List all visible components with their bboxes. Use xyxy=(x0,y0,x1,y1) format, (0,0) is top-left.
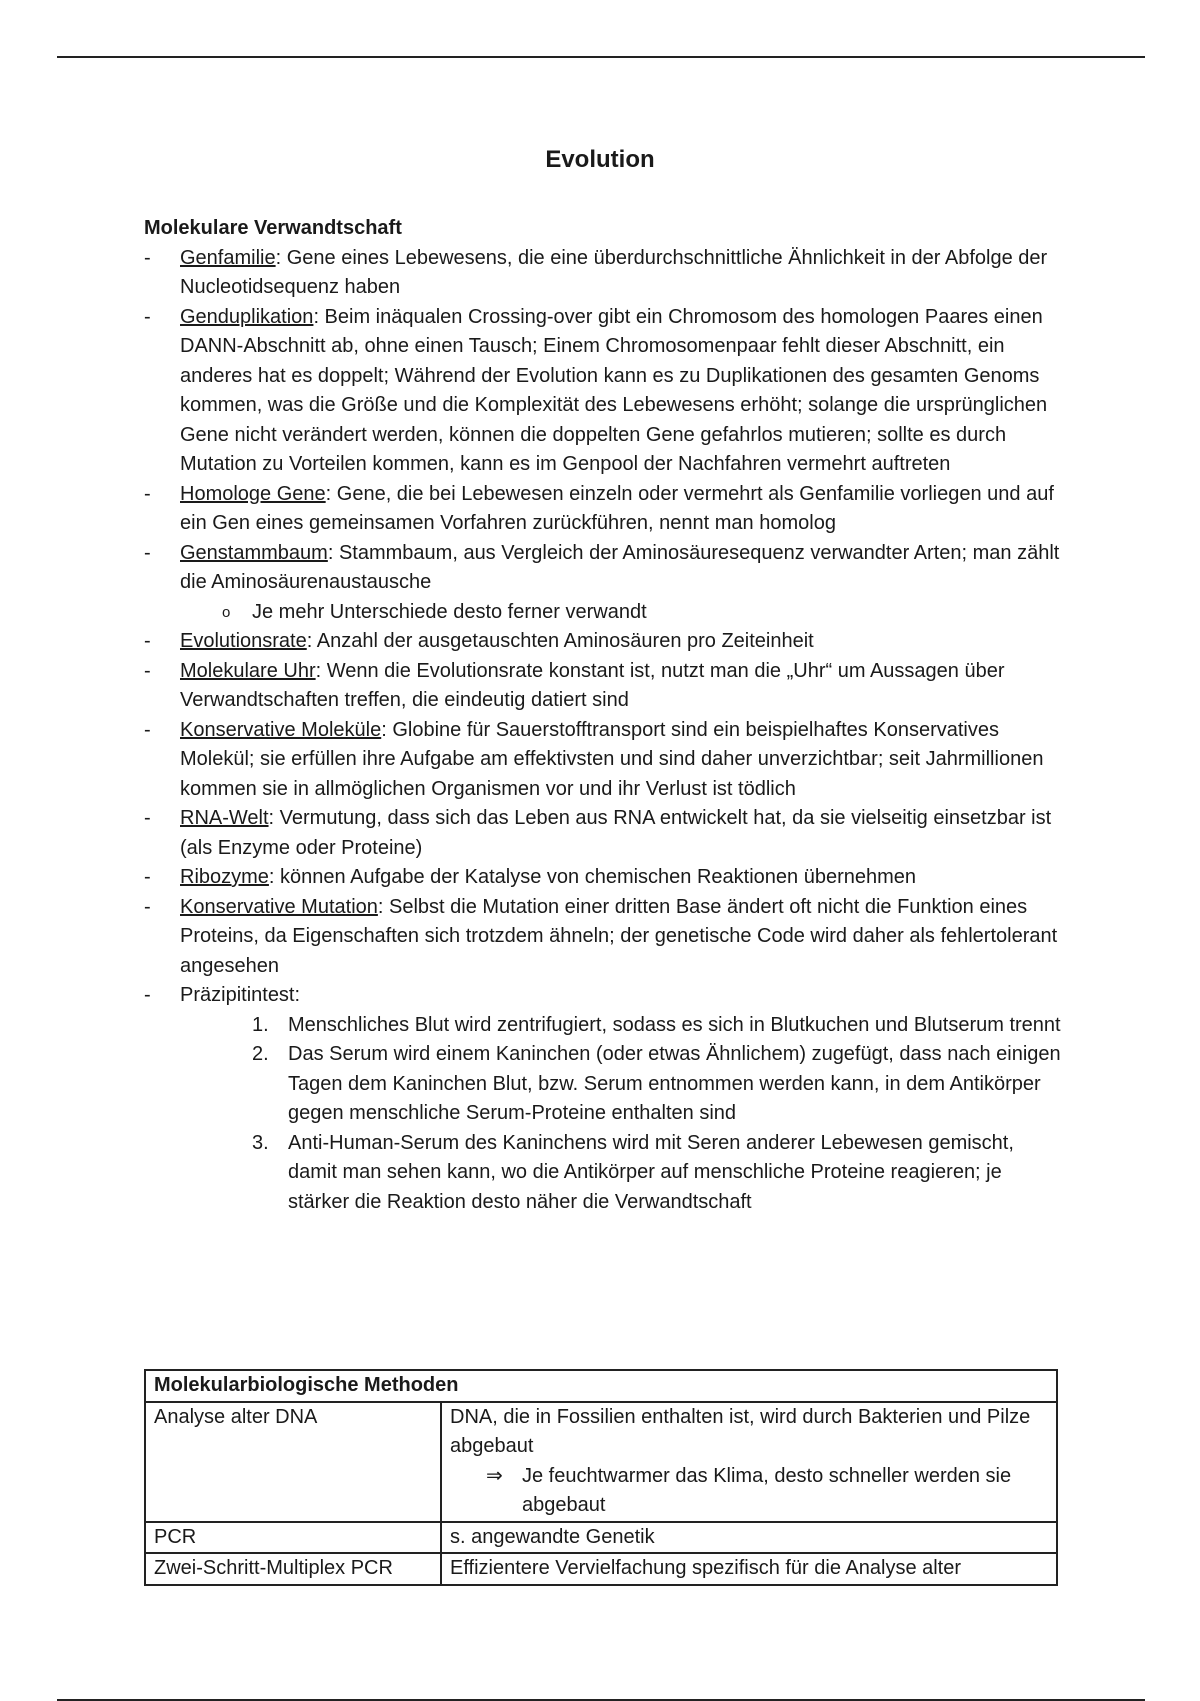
methods-table xyxy=(144,1369,1058,1586)
sub-list xyxy=(180,598,1064,628)
sub-item-text: Je mehr Unterschiede desto ferner verwandt xyxy=(252,600,647,623)
list-item xyxy=(144,303,1064,480)
step-number: 3. xyxy=(252,1131,269,1154)
step-text: Das Serum wird einem Kaninchen (oder etwas Ähnlichem) zugefügt, dass nach einigen Tagen dem Kaninchen Blut, bzw. Serum entnommen werden kann, in dem Antikörper gegen menschliche Serum-Proteine enthalten sind xyxy=(288,1043,1061,1124)
method-cell: Analyse alter DNA xyxy=(145,1402,441,1522)
definition-list xyxy=(144,244,1064,1218)
list-item xyxy=(144,244,1064,303)
term-genfamilie: Genfamilie xyxy=(180,246,276,269)
term-ribozyme: Ribozyme xyxy=(180,866,269,888)
praezipitintest-label: Präzipitintest: xyxy=(180,984,301,1006)
dash-bullet: - xyxy=(144,984,151,1006)
term-molekulare-uhr: Molekulare Uhr xyxy=(180,659,316,682)
definition-text: : Globine für Sauerstofftransport sind ein beispielhaftes Konservatives Molekül; sie erfüllen ihre Aufgabe am effektivsten und sind daher unverzichtbar; seit Jahrmillionen kommen sie in allmöglichen Organismen vor und ihr Verlust ist tödlich xyxy=(180,718,1044,800)
definition-text: : Beim inäqualen Crossing-over gibt ein Chromosom des homologen Paares einen DANN-Abschnitt ab, ohne einen Tausch; Einem Chromosomenpaar fehlt dieser Abschnitt, ein anderes hat es doppelt; Während der Evolution kann es zu Duplikationen des gesamten Genoms kommen, was die Größe und die Komplexität des Lebewesens erhöht; solange die ursprünglichen Gene nicht verändert werden, können die doppelten Gene gefahrlos mutieren; sollte es durch Mutation zu Vorteilen kommen, kann es im Genpool der Nachfahren vermehrt auftreten xyxy=(180,305,1048,475)
term-konservative-molekuele: Konservative Moleküle xyxy=(180,718,382,741)
definition-text: : Gene, die bei Lebewesen einzeln oder vermehrt als Genfamilie vorliegen und auf ein Gen eines gemeinsamen Vorfahren zurückführen, nennt man homolog xyxy=(180,482,1054,534)
list-item xyxy=(144,893,1064,982)
definition-text: : können Aufgabe der Katalyse von chemischen Reaktionen übernehmen xyxy=(268,866,917,888)
step-text: Menschliches Blut wird zentrifugiert, sodass es sich in Blutkuchen und Blutserum trennt xyxy=(288,1013,1061,1036)
step-item xyxy=(252,1040,1064,1129)
dash-bullet: - xyxy=(144,305,151,328)
term-genstammbaum: Genstammbaum xyxy=(180,541,328,564)
step-text: Anti-Human-Serum des Kaninchens wird mit Seren anderer Lebewesen gemischt, damit man sehen kann, wo die Antikörper auf menschliche Proteine reagieren; je stärker die Reaktion desto näher die Verwandtschaft xyxy=(288,1131,1014,1213)
step-item xyxy=(252,1011,1064,1041)
description-text: DNA, die in Fossilien enthalten ist, wird durch Bakterien und Pilze abgebaut xyxy=(450,1405,1031,1457)
list-item xyxy=(144,981,1064,1217)
header-rule xyxy=(57,56,1145,58)
definition-text: : Selbst die Mutation einer dritten Base ändert oft nicht die Funktion eines Proteins, da Eigenschaften sich trotzdem ähneln; der genetische Code wird daher als fehlertolerant angesehen xyxy=(180,895,1058,977)
list-item xyxy=(144,863,1064,893)
definition-text: : Stammbaum, aus Vergleich der Aminosäuresequenz verwandter Arten; man zählt die Aminosäurenaustausche xyxy=(180,541,1060,593)
table-row xyxy=(145,1522,1057,1554)
note-text: Je feuchtwarmer das Klima, desto schneller werden sie abgebaut xyxy=(522,1464,1012,1516)
dash-bullet: - xyxy=(144,246,151,269)
sub-list-item xyxy=(222,598,1064,628)
dash-bullet: - xyxy=(144,895,151,918)
description-cell xyxy=(441,1402,1057,1522)
term-konservative-mutation: Konservative Mutation xyxy=(180,895,378,918)
list-item xyxy=(144,480,1064,539)
method-cell: Zwei-Schritt-Multiplex PCR xyxy=(145,1553,441,1585)
term-genduplikation: Genduplikation xyxy=(180,305,314,328)
dash-bullet: - xyxy=(144,718,151,741)
table-header: Molekularbiologische Methoden xyxy=(145,1370,1057,1402)
praezipitintest-steps xyxy=(180,1011,1064,1218)
dash-bullet: - xyxy=(144,630,151,652)
dash-bullet: - xyxy=(144,541,151,564)
definition-text: : Anzahl der ausgetauschten Aminosäuren pro Zeiteinheit xyxy=(306,630,814,652)
list-item xyxy=(144,627,1064,657)
step-item xyxy=(252,1129,1064,1218)
table-header-row xyxy=(145,1370,1057,1402)
main-content xyxy=(144,214,1064,1217)
list-item xyxy=(144,804,1064,863)
term-rna-welt: RNA-Welt xyxy=(180,807,269,829)
term-homologe-gene: Homologe Gene xyxy=(180,482,326,505)
table-row xyxy=(145,1402,1057,1522)
circle-bullet-icon: o xyxy=(222,603,231,621)
list-item xyxy=(144,716,1064,805)
term-evolutionsrate: Evolutionsrate xyxy=(180,630,307,652)
method-cell: PCR xyxy=(145,1522,441,1554)
definition-text: : Gene eines Lebewesens, die eine überdurchschnittliche Ähnlichkeit in der Abfolge der Nucleotidsequenz haben xyxy=(180,246,1048,298)
dash-bullet: - xyxy=(144,866,151,888)
implies-arrow-icon: ⇒ xyxy=(486,1464,503,1487)
definition-text: : Wenn die Evolutionsrate konstant ist, nutzt man die „Uhr“ um Aussagen über Verwandtschaften treffen, die eindeutig datiert sind xyxy=(180,659,1005,711)
step-number: 2. xyxy=(252,1043,269,1065)
note-row xyxy=(450,1462,1048,1521)
list-item xyxy=(144,657,1064,716)
definition-text: : Vermutung, dass sich das Leben aus RNA entwickelt hat, da sie vielseitig einsetzbar ist (als Enzyme oder Proteine) xyxy=(180,807,1052,859)
dash-bullet: - xyxy=(144,659,151,682)
description-cell: s. angewandte Genetik xyxy=(441,1522,1057,1554)
dash-bullet: - xyxy=(144,482,151,505)
step-number: 1. xyxy=(252,1013,269,1036)
page-title: Evolution xyxy=(545,146,655,173)
list-item xyxy=(144,539,1064,628)
section-heading: Molekulare Verwandtschaft xyxy=(144,217,402,239)
dash-bullet: - xyxy=(144,807,151,829)
table-row xyxy=(145,1553,1057,1585)
description-cell: Effizientere Vervielfachung spezifisch für die Analyse alter xyxy=(441,1553,1057,1585)
